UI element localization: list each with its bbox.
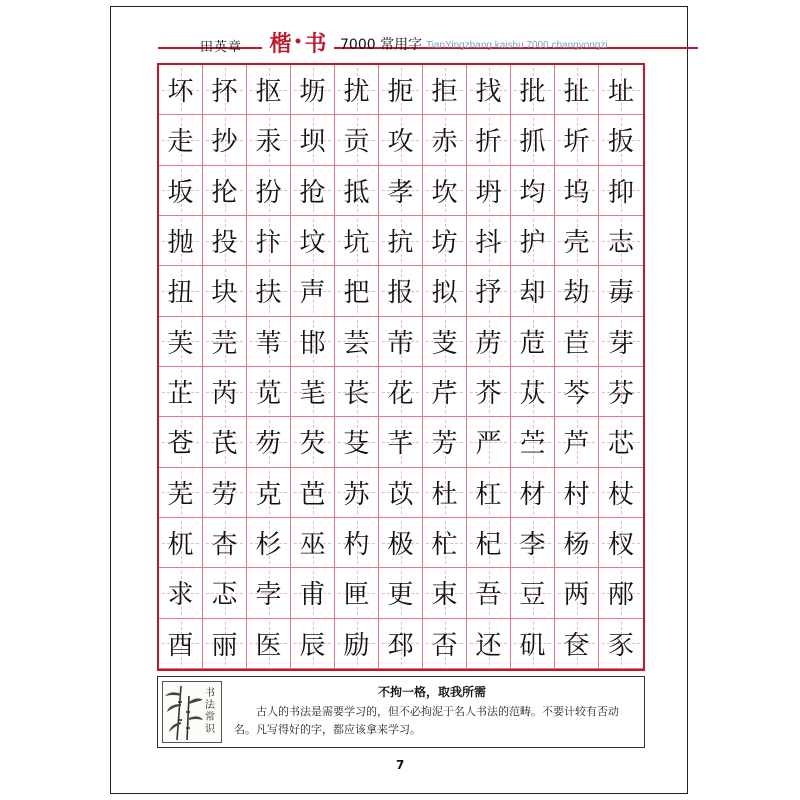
grid-cell [335, 65, 379, 115]
grid-cell [335, 266, 379, 316]
grid-cell [335, 468, 379, 518]
grid-character: 拟 [431, 278, 458, 309]
grid-cell [247, 367, 291, 417]
grid-character: 抄 [211, 127, 238, 158]
grid-cell [247, 65, 291, 115]
grid-character: 坟 [299, 228, 326, 259]
grid-cell [247, 619, 291, 669]
grid-character: 抑 [607, 177, 634, 208]
grid-character: 苌 [343, 379, 370, 410]
grid-character: 苈 [475, 328, 502, 359]
grid-character: 汞 [255, 127, 282, 158]
grid-cell [335, 619, 379, 669]
grid-cell [423, 317, 467, 367]
grid-character: 克 [255, 479, 282, 510]
grid-character: 巫 [299, 530, 326, 561]
grid-cell [247, 568, 291, 618]
grid-cell [511, 266, 555, 316]
grid-cell [335, 216, 379, 266]
grid-cell [247, 216, 291, 266]
grid-cell [467, 468, 511, 518]
grid-cell [467, 367, 511, 417]
tip-title: 不拘一格，取我所需 [378, 685, 487, 699]
grid-cell [335, 568, 379, 618]
grid-character: 抒 [475, 278, 502, 309]
grid-cell [291, 216, 335, 266]
grid-character: 抵 [343, 177, 370, 208]
grid-character: 扮 [255, 177, 282, 208]
grid-character: 辰 [299, 630, 326, 661]
grid-cell [423, 619, 467, 669]
grid-character: 孝 [387, 177, 414, 208]
grid-cell [247, 468, 291, 518]
grid-cell [555, 65, 599, 115]
grid-cell [423, 266, 467, 316]
grid-character: 杨 [563, 530, 590, 561]
grid-cell [379, 568, 423, 618]
grid-cell [511, 166, 555, 216]
grid-cell [159, 518, 203, 568]
grid-character: 匣 [343, 580, 370, 611]
grid-character: 杠 [475, 479, 502, 510]
grid-cell [203, 518, 247, 568]
grid-cell [423, 367, 467, 417]
grid-character: 抗 [387, 228, 414, 259]
grid-cell [203, 619, 247, 669]
grid-character: 芯 [607, 429, 634, 460]
grid-character: 芮 [211, 379, 238, 410]
grid-cell [203, 468, 247, 518]
grid-character: 极 [387, 530, 414, 561]
grid-character: 酉 [167, 630, 194, 661]
grid-character: 劫 [563, 278, 590, 309]
grid-character: 苎 [519, 429, 546, 460]
grid-cell [467, 417, 511, 467]
header-pinyin: TianYingzhang kaishu 7000 changyongzi [426, 40, 608, 51]
grid-cell [467, 317, 511, 367]
grid-character: 芬 [607, 379, 634, 410]
grid-character: 抃 [255, 228, 282, 259]
grid-cell [467, 568, 511, 618]
grid-character: 还 [475, 630, 502, 661]
header-author: 田英章 [200, 40, 243, 55]
grid-cell [555, 266, 599, 316]
grid-cell [555, 317, 599, 367]
grid-character: 邯 [299, 328, 326, 359]
grid-character: 扼 [387, 77, 414, 108]
grid-cell [555, 166, 599, 216]
grid-cell [467, 266, 511, 316]
grid-character: 芸 [343, 328, 370, 359]
grid-cell [423, 166, 467, 216]
grid-cell [159, 417, 203, 467]
grid-cell [247, 518, 291, 568]
grid-character: 志 [607, 228, 634, 259]
grid-cell [511, 568, 555, 618]
grid-character: 杉 [255, 530, 282, 561]
grid-character: 两 [563, 580, 590, 611]
grid-character: 劳 [211, 479, 238, 510]
grid-cell [335, 115, 379, 165]
grid-character: 走 [167, 127, 194, 158]
grid-cell [511, 216, 555, 266]
grid-cell [247, 166, 291, 216]
grid-cell [423, 518, 467, 568]
grid-character: 址 [607, 77, 634, 108]
grid-cell [555, 568, 599, 618]
grid-character: 坏 [167, 77, 194, 108]
grid-cell [335, 367, 379, 417]
grid-character: 苊 [519, 328, 546, 359]
grid-cell [379, 417, 423, 467]
grid-character: 找 [475, 77, 502, 108]
grid-cell [555, 216, 599, 266]
grid-cell [555, 468, 599, 518]
grid-cell [599, 266, 643, 316]
grid-cell [555, 115, 599, 165]
grid-character: 励 [343, 630, 370, 661]
grid-cell [291, 266, 335, 316]
grid-character: 护 [519, 228, 546, 259]
grid-character: 苡 [387, 479, 414, 510]
grid-cell [379, 317, 423, 367]
grid-character: 抖 [475, 228, 502, 259]
grid-character: 却 [519, 278, 546, 309]
grid-cell [511, 468, 555, 518]
grid-character: 吾 [475, 580, 502, 611]
grid-character: 苍 [167, 429, 194, 460]
grid-cell [159, 216, 203, 266]
grid-cell [335, 317, 379, 367]
grid-cell [599, 115, 643, 165]
grid-cell [247, 417, 291, 467]
grid-character: 芪 [211, 429, 238, 460]
grid-cell [159, 266, 203, 316]
grid-cell [555, 367, 599, 417]
grid-cell [467, 216, 511, 266]
grid-cell [599, 216, 643, 266]
grid-character: 抓 [519, 127, 546, 158]
character-grid [157, 63, 645, 671]
grid-cell [291, 115, 335, 165]
grid-cell [291, 166, 335, 216]
grid-character: 苋 [255, 379, 282, 410]
grid-cell [379, 65, 423, 115]
grid-character: 芾 [387, 328, 414, 359]
grid-cell [203, 568, 247, 618]
grid-cell [599, 65, 643, 115]
grid-cell [247, 266, 291, 316]
grid-cell [423, 417, 467, 467]
grid-cell [379, 468, 423, 518]
grid-cell [379, 166, 423, 216]
grid-character: 芥 [475, 379, 502, 410]
grid-character: 杜 [431, 479, 458, 510]
grid-cell [555, 518, 599, 568]
grid-cell [423, 568, 467, 618]
grid-cell [291, 468, 335, 518]
grid-cell [423, 115, 467, 165]
grid-cell [379, 216, 423, 266]
grid-cell [291, 518, 335, 568]
grid-character: 忑 [211, 580, 238, 611]
grid-character: 抠 [255, 77, 282, 108]
grid-character: 孛 [255, 580, 282, 611]
grid-cell [379, 115, 423, 165]
grid-cell [511, 417, 555, 467]
grid-character: 豕 [607, 630, 634, 661]
grid-cell [511, 518, 555, 568]
grid-cell [159, 166, 203, 216]
grid-cell [203, 367, 247, 417]
grid-cell [291, 367, 335, 417]
grid-cell [247, 115, 291, 165]
grid-character: 把 [343, 278, 370, 309]
grid-character: 扰 [343, 77, 370, 108]
grid-cell [467, 619, 511, 669]
grid-character: 否 [431, 630, 458, 661]
tip-box [157, 676, 645, 748]
badge-char-left: 楷 [269, 30, 292, 57]
grid-cell [511, 115, 555, 165]
grid-cell [291, 317, 335, 367]
grid-character: 束 [431, 580, 458, 611]
grid-character: 毐 [607, 278, 634, 309]
grid-cell [599, 619, 643, 669]
grid-character: 扳 [607, 127, 634, 158]
grid-character: 芦 [563, 429, 590, 460]
grid-cell [203, 266, 247, 316]
grid-cell [203, 166, 247, 216]
grid-cell [203, 115, 247, 165]
grid-cell [159, 568, 203, 618]
grid-character: 芟 [343, 429, 370, 460]
grid-character: 更 [387, 580, 414, 611]
grid-character: 芊 [387, 429, 414, 460]
grid-character: 坞 [563, 177, 590, 208]
grid-cell [467, 115, 511, 165]
grid-character: 杌 [167, 530, 194, 561]
grid-character: 抛 [167, 228, 194, 259]
grid-character: 芷 [167, 379, 194, 410]
grid-cell [159, 115, 203, 165]
grid-character: 村 [563, 479, 590, 510]
grid-cell [159, 468, 203, 518]
grid-character: 芽 [607, 328, 634, 359]
grid-character: 苇 [255, 328, 282, 359]
grid-cell [467, 166, 511, 216]
grid-cell [423, 65, 467, 115]
grid-cell [379, 619, 423, 669]
tip-text: 古人的书法是需要学习的，但不必拘泥于名人书法的范畴。不要计较有否动名。凡写得好的字，都应该拿来学习。 [234, 705, 619, 736]
grid-cell [247, 317, 291, 367]
grid-cell [379, 367, 423, 417]
grid-cell [291, 417, 335, 467]
grid-character: 声 [299, 278, 326, 309]
grid-cell [599, 417, 643, 467]
grid-cell [555, 417, 599, 467]
grid-cell [159, 619, 203, 669]
grid-cell [511, 65, 555, 115]
grid-character: 杞 [475, 530, 502, 561]
grid-character: 折 [475, 127, 502, 158]
grid-character: 攻 [387, 127, 414, 158]
grid-cell [335, 417, 379, 467]
page-number: 7 [396, 758, 405, 772]
grid-character: 李 [519, 530, 546, 561]
grid-cell [291, 568, 335, 618]
grid-character: 花 [387, 379, 414, 410]
grid-character: 抔 [211, 77, 238, 108]
grid-cell [467, 65, 511, 115]
header-count-label: 7000 常用字 [340, 37, 423, 53]
grid-character: 苏 [343, 479, 370, 510]
grid-character: 矶 [519, 630, 546, 661]
grid-cell [511, 619, 555, 669]
grid-cell [203, 216, 247, 266]
grid-cell [203, 65, 247, 115]
grid-character: 壳 [563, 228, 590, 259]
grid-character: 坍 [475, 177, 502, 208]
badge-char-right: 书 [304, 30, 327, 57]
grid-character: 豆 [519, 580, 546, 611]
grid-character: 杓 [343, 530, 370, 561]
grid-character: 芡 [299, 429, 326, 460]
grid-cell [467, 518, 511, 568]
grid-character: 均 [519, 177, 546, 208]
grid-character: 芫 [211, 328, 238, 359]
grid-character: 坜 [299, 77, 326, 108]
grid-character: 材 [519, 479, 546, 510]
grid-character: 抡 [211, 177, 238, 208]
grid-character: 杖 [607, 479, 634, 510]
grid-character: 圻 [563, 127, 590, 158]
grid-character: 批 [519, 77, 546, 108]
grid-character: 块 [211, 278, 238, 309]
grid-character: 坂 [167, 177, 194, 208]
badge-dot: • [293, 34, 303, 50]
grid-character: 投 [211, 228, 238, 259]
grid-character: 杏 [211, 530, 238, 561]
grid-character: 报 [387, 278, 414, 309]
grid-character: 芭 [299, 479, 326, 510]
grid-cell [599, 468, 643, 518]
grid-character: 芼 [299, 379, 326, 410]
grid-character: 芩 [563, 379, 590, 410]
grid-character: 苣 [563, 328, 590, 359]
grid-character: 芙 [167, 328, 194, 359]
grid-character: 扯 [563, 77, 590, 108]
grid-character: 坎 [431, 177, 458, 208]
grid-cell [511, 367, 555, 417]
tip-category-tag: 书法常识 [205, 688, 215, 735]
bamboo-illustration [162, 681, 222, 743]
grid-cell [511, 317, 555, 367]
grid-character: 邴 [607, 580, 634, 611]
grid-character: 抢 [299, 177, 326, 208]
grid-character: 甫 [299, 580, 326, 611]
grid-cell [599, 367, 643, 417]
header-style-badge [262, 28, 334, 56]
grid-cell [423, 468, 467, 518]
grid-cell [599, 568, 643, 618]
grid-character: 严 [475, 429, 502, 460]
grid-character: 苁 [519, 379, 546, 410]
grid-character: 芰 [431, 328, 458, 359]
grid-character: 坊 [431, 228, 458, 259]
grid-cell [423, 216, 467, 266]
grid-cell [291, 65, 335, 115]
grid-cell [599, 166, 643, 216]
grid-character: 邳 [387, 630, 414, 661]
grid-character: 赤 [431, 127, 458, 158]
grid-cell [379, 518, 423, 568]
grid-cell [159, 317, 203, 367]
grid-character: 拒 [431, 77, 458, 108]
grid-cell [555, 619, 599, 669]
grid-cell [203, 317, 247, 367]
grid-character: 芜 [167, 479, 194, 510]
grid-cell [335, 518, 379, 568]
grid-character: 芴 [255, 429, 282, 460]
grid-cell [159, 367, 203, 417]
grid-cell [379, 266, 423, 316]
grid-character: 杈 [607, 530, 634, 561]
grid-character: 坑 [343, 228, 370, 259]
grid-cell [291, 619, 335, 669]
grid-cell [203, 417, 247, 467]
grid-cell [335, 166, 379, 216]
grid-character: 扶 [255, 278, 282, 309]
grid-character: 芹 [431, 379, 458, 410]
grid-character: 扭 [167, 278, 194, 309]
grid-cell [599, 317, 643, 367]
grid-character: 杧 [431, 530, 458, 561]
grid-character: 芳 [431, 429, 458, 460]
grid-character: 医 [255, 630, 282, 661]
grid-character: 贡 [343, 127, 370, 158]
grid-character: 丽 [211, 630, 238, 661]
grid-character: 奁 [563, 630, 590, 661]
grid-cell [159, 65, 203, 115]
grid-cell [599, 518, 643, 568]
grid-character: 求 [167, 580, 194, 611]
grid-character: 坝 [299, 127, 326, 158]
